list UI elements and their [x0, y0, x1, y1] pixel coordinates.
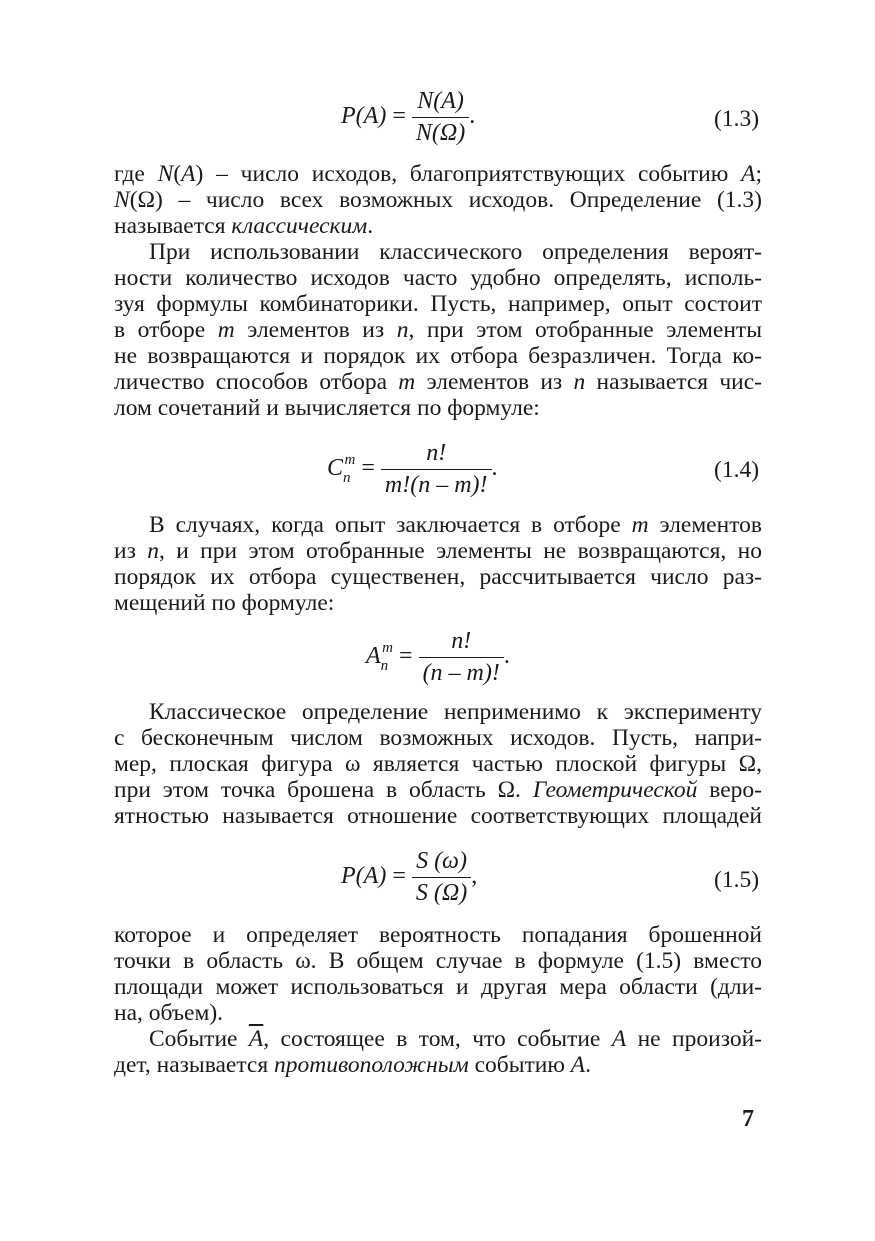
text-line: площади может использоваться и другая мера области (дли-	[114, 974, 762, 1000]
formula-subscript: n	[380, 658, 389, 675]
fraction-numerator: n!	[419, 628, 504, 658]
equals-sign: =	[399, 643, 413, 670]
formula-end: .	[469, 103, 476, 130]
page-number: 7	[742, 1106, 754, 1132]
formula-arrangements	[366, 628, 510, 687]
text-line: Классическое определение неприменимо к эксперименту	[149, 699, 762, 725]
text-line: мер, плоская фигура ω является частью плоской фигуры Ω,	[114, 751, 762, 777]
text-line: N(Ω) – число всех возможных исходов. Определение (1.3)	[114, 187, 762, 213]
equals-sign: =	[392, 863, 406, 890]
text-line: При использовании классического определения вероят-	[149, 239, 762, 265]
text-line: точки в область ω. В общем случае в формуле (1.5) вместо	[114, 948, 762, 974]
text-line: называется классическим.	[114, 213, 374, 239]
fraction-denominator: S (Ω)	[415, 880, 468, 906]
fraction-numerator: n!	[381, 440, 492, 470]
fraction	[381, 440, 492, 499]
formula-lhs: P(A)	[341, 103, 387, 130]
text-line: в отборе m элементов из n, при этом отобранные элементы	[114, 317, 762, 343]
fraction-denominator: m!(n – m)!	[384, 472, 488, 498]
text-line: В случаях, когда опыт заключается в отборе m элементов	[149, 512, 762, 538]
equals-sign: =	[392, 103, 406, 130]
text-line: мещений по формуле:	[114, 590, 335, 616]
fraction	[412, 88, 469, 147]
text-line: где N(A) – число исходов, благоприятствующих событию A;	[114, 161, 762, 187]
text-line: ности количество исходов часто удобно определять, исполь-	[114, 265, 762, 291]
formula-1-3	[341, 88, 475, 147]
text-line: из n, и при этом отобранные элементы не возвращаются, но	[114, 538, 762, 564]
text-line: личество способов отбора m элементов из n называется чис-	[114, 369, 762, 395]
equals-sign: =	[361, 455, 375, 482]
text-line: порядок их отбора существенен, рассчитывается число раз-	[114, 564, 762, 590]
text-line: которое и определяет вероятность попадания брошенной	[114, 922, 762, 948]
equation-number: (1.5)	[714, 867, 760, 893]
formula-end: ,	[471, 863, 478, 890]
text-line: Событие $\overline{A}$, состоящее в том, что событие A не произой-	[149, 1026, 762, 1052]
formula-1-4	[327, 440, 498, 499]
text-line: лом сочетаний и вычисляется по формуле:	[114, 395, 540, 421]
formula-end: .	[503, 643, 510, 670]
formula-subscript: n	[343, 470, 351, 487]
fraction-numerator: S (ω)	[412, 848, 471, 878]
text-line: с бесконечным числом возможных исходов. Пусть, напри-	[114, 725, 762, 751]
fraction	[419, 628, 504, 687]
text-line: дет, называется противоположным событию A.	[114, 1052, 592, 1078]
fraction-denominator: N(Ω)	[415, 120, 466, 146]
fraction-numerator: N(A)	[412, 88, 469, 118]
text-line: при этом точка брошена в область Ω. Геометрической веро-	[114, 777, 762, 803]
formula-superscript: m	[344, 452, 356, 469]
formula-lhs: P(A)	[341, 863, 387, 890]
text-line: на, объем).	[114, 1000, 224, 1026]
fraction	[412, 848, 471, 907]
text-line: ятностью называется отношение соответствующих площадей	[114, 803, 762, 829]
formula-end: .	[491, 455, 498, 482]
formula-1-5	[341, 848, 477, 907]
formula-superscript: m	[382, 640, 394, 657]
text-line: зуя формулы комбинаторики. Пусть, например, опыт состоит	[114, 291, 762, 317]
formula-symbol: A	[366, 643, 381, 670]
equation-number: (1.3)	[714, 106, 760, 132]
text-line: не возвращаются и порядок их отбора безразличен. Тогда ко-	[114, 343, 762, 369]
formula-symbol: C	[327, 455, 344, 482]
equation-number: (1.4)	[714, 457, 760, 483]
fraction-denominator: (n – m)!	[422, 660, 500, 686]
